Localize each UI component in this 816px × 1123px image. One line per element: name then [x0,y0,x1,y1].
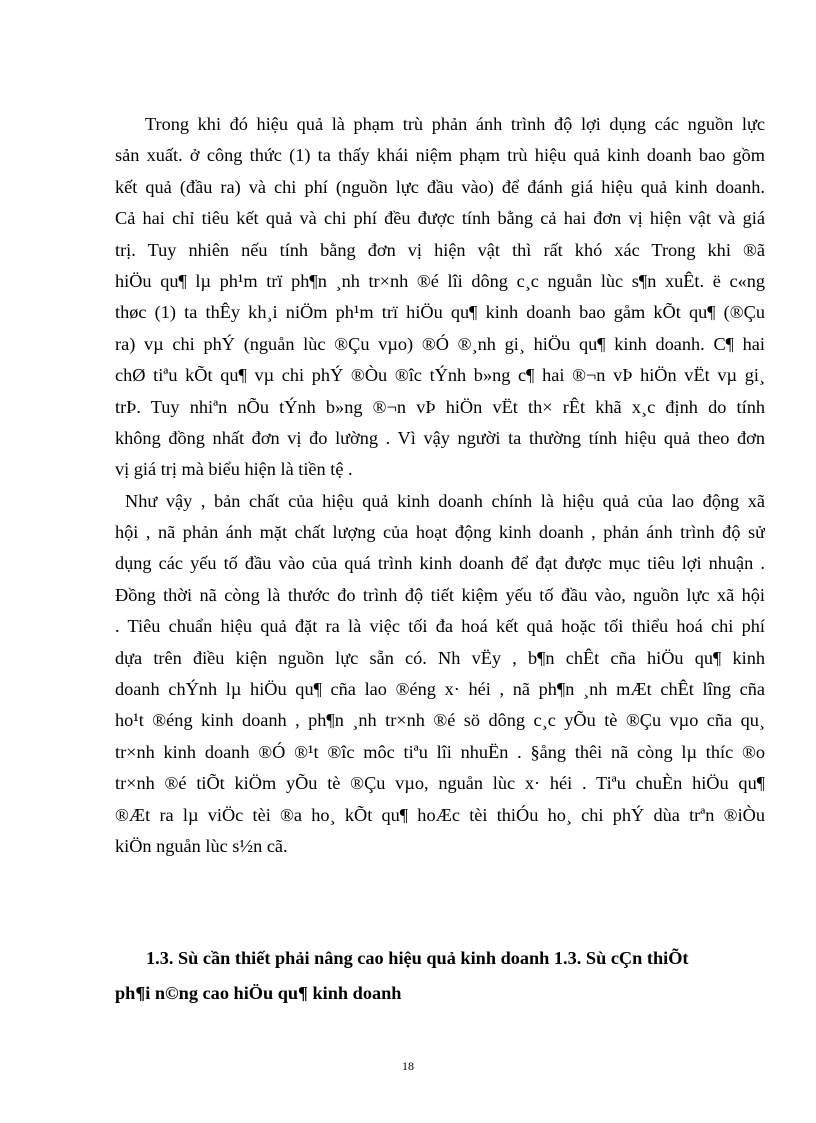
text-line: vị giá trị mà biểu hiện là tiền tệ . [115,459,353,480]
text-line: dựa trên điều kiện nguồn lực sẵn có. Nh vËy , b¶n chÊt cña hiÖu qu¶ kinh [115,647,765,668]
text-line: thøc (1) ta thÊy kh¸i niÖm ph¹m trï hiÖu qu¶ kinh doanh bao gåm kÕt qu¶ (®Çu [115,302,765,323]
body-text [115,109,765,862]
text-line: kết quả (đầu ra) và chi phí (nguồn lực đầu vào) để đánh giá hiệu quả kinh doanh. [115,176,765,197]
heading-line: ph¶i n©ng cao hiÖu qu¶ kinh doanh [115,983,402,1003]
text-line: . Tiêu chuẩn hiệu quả đặt ra là việc tối đa hoá kết quả hoặc tối thiểu hoá chi phí [115,616,765,637]
text-line: hiÖu qu¶ lµ ph¹m trï ph¶n ¸nh tr×nh ®é lîi dông c¸c nguån lùc s¶n xuÊt. ë c«ng [115,270,765,291]
text-line: tr×nh ®é tiÕt kiÖm yÕu tè ®Çu vµo, nguån lùc x· héi . Tiªu chuÈn hiÖu qu¶ [115,773,765,794]
text-line: Trong khi đó hiệu quả là phạm trù phản ánh trình độ lợi dụng các nguồn lực [145,114,765,134]
text-line: sản xuất. ở công thức (1) ta thấy khái niệm phạm trù hiệu quả kinh doanh bao gồm [115,145,765,166]
text-line: Cả hai chỉ tiêu kết quả và chi phí đều được tính bằng cả hai đơn vị hiện vật và giá [115,208,765,229]
text-line: kiÖn nguån lùc s½n cã. [115,835,288,856]
paragraph-2 [115,486,765,863]
text-line: hội , nã phản ánh mặt chất lượng của hoạt động kinh doanh , phản ánh trình độ sử [115,522,765,543]
section-heading [115,941,766,1011]
text-line: ra) vµ chi phÝ (nguån lùc ®Çu vµo) ®Ó ®¸nh gi¸ hiÖu qu¶ kinh doanh. C¶ hai [115,333,765,354]
text-line: trÞ. Tuy nhiªn nÕu tÝnh b»ng ®¬n vÞ hiÖn vËt th× rÊt khã x¸c định do tính [115,396,765,417]
text-line: không đồng nhất đơn vị đo lường . Vì vậy người ta thường tính hiệu quả theo đơn [115,427,765,448]
paragraph-1 [115,109,765,486]
page-number: 18 [402,1059,414,1073]
text-line: Đồng thời nã còng là thước đo trình độ tiết kiệm yếu tố đầu vào, nguồn lực xã hội [115,584,765,605]
text-line: ho¹t ®éng kinh doanh , ph¶n ¸nh tr×nh ®é sö dông c¸c yÕu tè ®Çu vµo cña qu¸ [115,710,765,731]
text-line: ®Æt ra lµ viÖc tèi ®a ho¸ kÕt qu¶ hoÆc tèi thiÓu ho¸ chi phÝ dùa trªn ®iÒu [115,804,765,825]
text-line: chØ tiªu kÕt qu¶ vµ chi phÝ ®Òu ®îc tÝnh b»ng c¶ hai ®¬n vÞ hiÖn vËt vµ gi¸ [115,365,765,386]
text-line: tr×nh kinh doanh ®Ó ®¹t ®îc môc tiªu lîi nhuËn . §ång thêi nã còng lµ thíc ®o [115,741,765,762]
text-line: doanh chÝnh lµ hiÖu qu¶ cña lao ®éng x· héi , nã ph¶n ¸nh mÆt chÊt lîng cña [115,679,765,700]
text-line: dụng các yếu tố đầu vào của quá trình kinh doanh để đạt được mục tiêu lợi nhuận . [115,553,765,574]
text-line: Như vậy , bản chất của hiệu quả kinh doanh chính là hiệu quả của lao động xã [125,490,765,511]
heading-line: 1.3. Sù cần thiết phải nâng cao hiệu quả kinh doanh 1.3. Sù cÇn thiÕt [146,948,689,968]
text-line: trị. Tuy nhiên nếu tính bằng đơn vị hiện vật thì rất khó xác Trong khi ®ã [115,239,765,260]
